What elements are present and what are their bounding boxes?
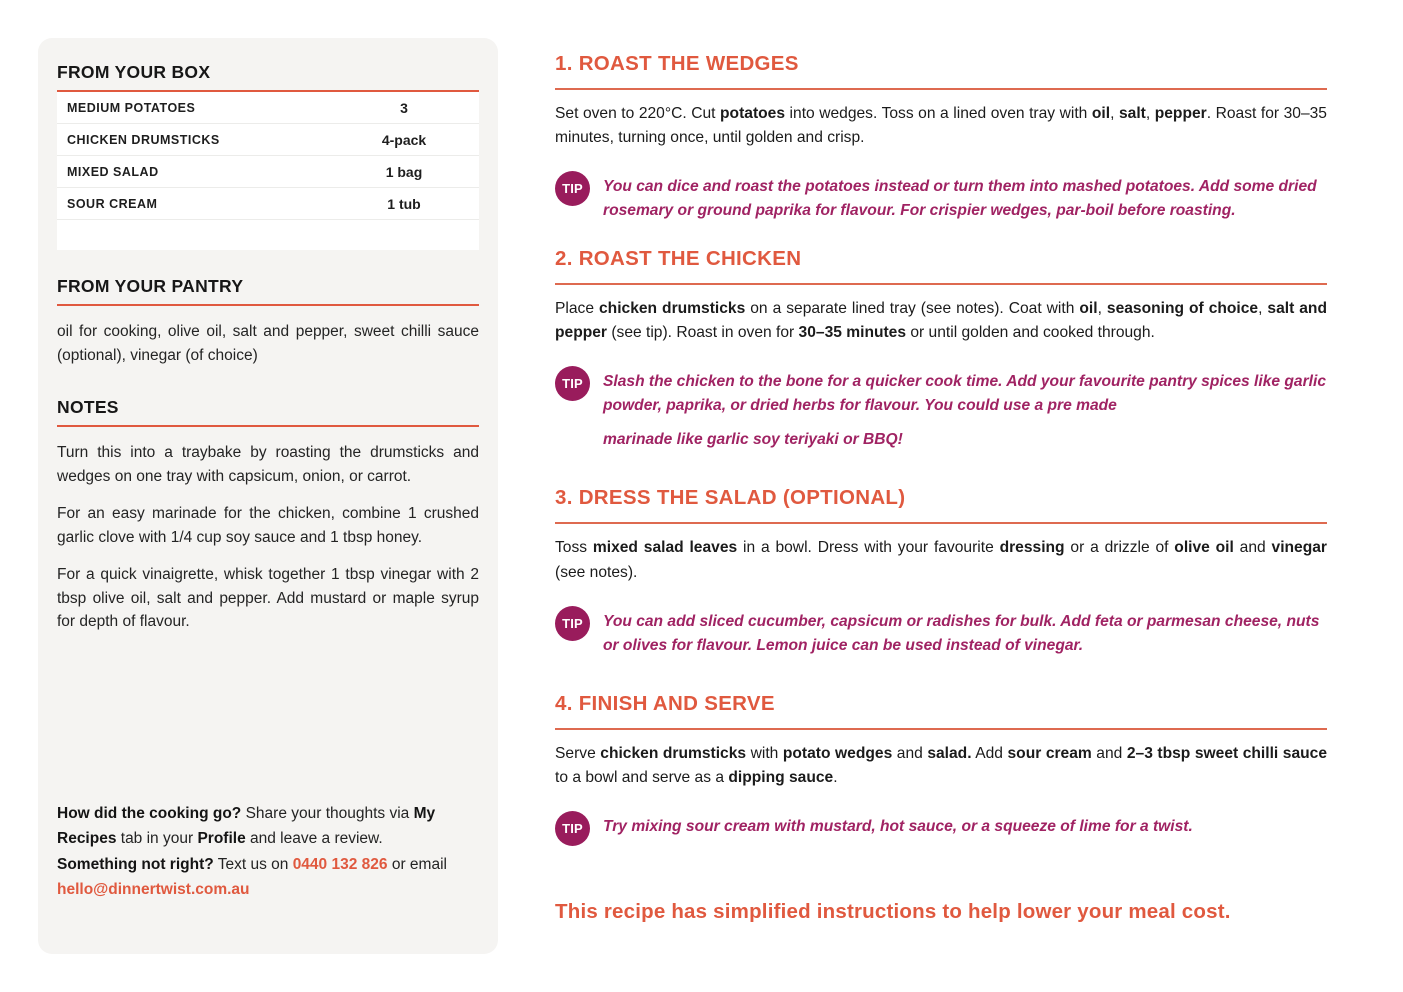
step-2-tip (555, 366, 1327, 452)
ingredient-qty: 4-pack (381, 131, 427, 148)
step-3-dress-the-salad (555, 486, 1327, 658)
step-1-tip (555, 171, 1327, 223)
ingredients-sidebar (38, 38, 498, 954)
table-empty-row (57, 220, 479, 250)
step-3-body: Toss mixed salad leaves in a bowl. Dress with your favourite dressing or a drizzle of olive oil and vinegar (see notes). (555, 539, 1328, 581)
feedback-footer (57, 801, 479, 902)
ingredient-name: MIXED SALAD (67, 164, 159, 179)
table-row (57, 188, 479, 220)
tip-paragraph: You can dice and roast the potatoes instead or turn them into mashed potatoes. Add some dried rosemary or ground paprika for flavour. For crispier wedges, par-boil before roasting. (603, 178, 1317, 220)
ingredient-qty: 3 (400, 99, 408, 116)
pantry-text: oil for cooking, olive oil, salt and pepper, sweet chilli sauce (optional), vinegar (of choice) (57, 323, 479, 364)
step-4-tip (555, 811, 1327, 846)
tip-paragraph: marinade like garlic soy teriyaki or BBQ! (603, 431, 903, 449)
tip-badge: TIP (555, 171, 590, 206)
tip-text (603, 366, 1327, 452)
step-2-roast-the-chicken (555, 247, 1327, 453)
table-row (57, 92, 479, 124)
footer-bold: My Recipes (57, 805, 436, 848)
ingredient-name: CHICKEN DRUMSTICKS (67, 132, 220, 147)
footer-bold: How did the cooking go? (57, 805, 242, 822)
notes-paragraph: For a quick vinaigrette, whisk together 1 tbsp vinegar with 2 tbsp olive oil, salt and pepper. Add mustard or maple syrup for depth of flavour. (57, 566, 479, 631)
tip-paragraph: Slash the chicken to the bone for a quicker cook time. Add your favourite pantry spices like garlic powder, paprika, or dried herbs for flavour. You could use a pre made (603, 372, 1326, 415)
footer-bold: Something not right? (57, 855, 214, 873)
table-row (57, 124, 479, 156)
tip-badge: TIP (555, 366, 590, 401)
step-1-body: Set oven to 220°C. Cut potatoes into wedges. Toss on a lined oven tray with oil, salt, pepper. Roast for 30–35 minutes, turning once, until golden and crisp. (555, 105, 1327, 147)
notes-title: NOTES (57, 397, 479, 427)
ingredient-qty: 1 bag (385, 163, 423, 180)
step-4-title: 4. FINISH AND SERVE (555, 692, 1327, 730)
feedback-line-1: How did the cooking go? Share your thoughts via My Recipes tab in your Profile and leave a review. (57, 805, 436, 848)
notes-paragraph: For an easy marinade for the chicken, combine 1 crushed garlic clove with 1/4 cup soy sauce and 1 tbsp honey. (57, 505, 479, 546)
step-4-finish-and-serve (555, 692, 1327, 846)
footer-bold: Profile (197, 830, 246, 848)
ingredient-qty: 1 tub (387, 195, 421, 212)
tip-text (603, 171, 1327, 223)
tip-badge: TIP (555, 811, 590, 846)
box-ingredients-table (57, 92, 479, 250)
cost-saving-banner: This recipe has simplified instructions to help lower your meal cost. (555, 899, 1231, 923)
instructions-column (555, 52, 1327, 944)
phone-link[interactable]: 0440 132 826 (292, 855, 388, 873)
step-1-title: 1. ROAST THE WEDGES (555, 52, 1327, 90)
ingredient-name: MEDIUM POTATOES (67, 100, 196, 115)
step-2-body: Place chicken drumsticks on a separate lined tray (see notes). Coat with oil, seasoning of choice, salt and pepper (see tip). Roast in oven for 30–35 minutes or until golden and cooked through. (555, 299, 1327, 341)
tip-text (603, 811, 1193, 839)
step-3-tip (555, 606, 1327, 658)
step-3-title: 3. DRESS THE SALAD (OPTIONAL) (555, 486, 1327, 524)
tip-paragraph: Try mixing sour cream with mustard, hot sauce, or a squeeze of lime for a twist. (603, 818, 1193, 836)
from-your-pantry-title: FROM YOUR PANTRY (57, 276, 479, 306)
step-1-roast-the-wedges (555, 52, 1327, 224)
ingredient-name: SOUR CREAM (67, 196, 158, 211)
table-row (57, 156, 479, 188)
step-2-title: 2. ROAST THE CHICKEN (555, 247, 1327, 285)
email-link[interactable]: hello@dinnertwist.com.au (57, 880, 250, 898)
step-4-body: Serve chicken drumsticks with potato wedges and salad. Add sour cream and 2–3 tbsp sweet chilli sauce to a bowl and serve as a dipping sauce. (555, 745, 1327, 787)
from-your-box-title: FROM YOUR BOX (57, 62, 479, 92)
tip-paragraph: You can add sliced cucumber, capsicum or radishes for bulk. Add feta or parmesan cheese, nuts or olives for flavour. Lemon juice can be used instead of vinegar. (603, 612, 1320, 654)
notes-paragraph: Turn this into a traybake by roasting the drumsticks and wedges on one tray with capsicum, onion, or carrot. (57, 444, 479, 485)
feedback-line-2: Something not right? Text us on 0440 132 826 or email hello@dinnertwist.com.au (57, 855, 447, 898)
tip-text (603, 606, 1327, 658)
tip-badge: TIP (555, 606, 590, 641)
